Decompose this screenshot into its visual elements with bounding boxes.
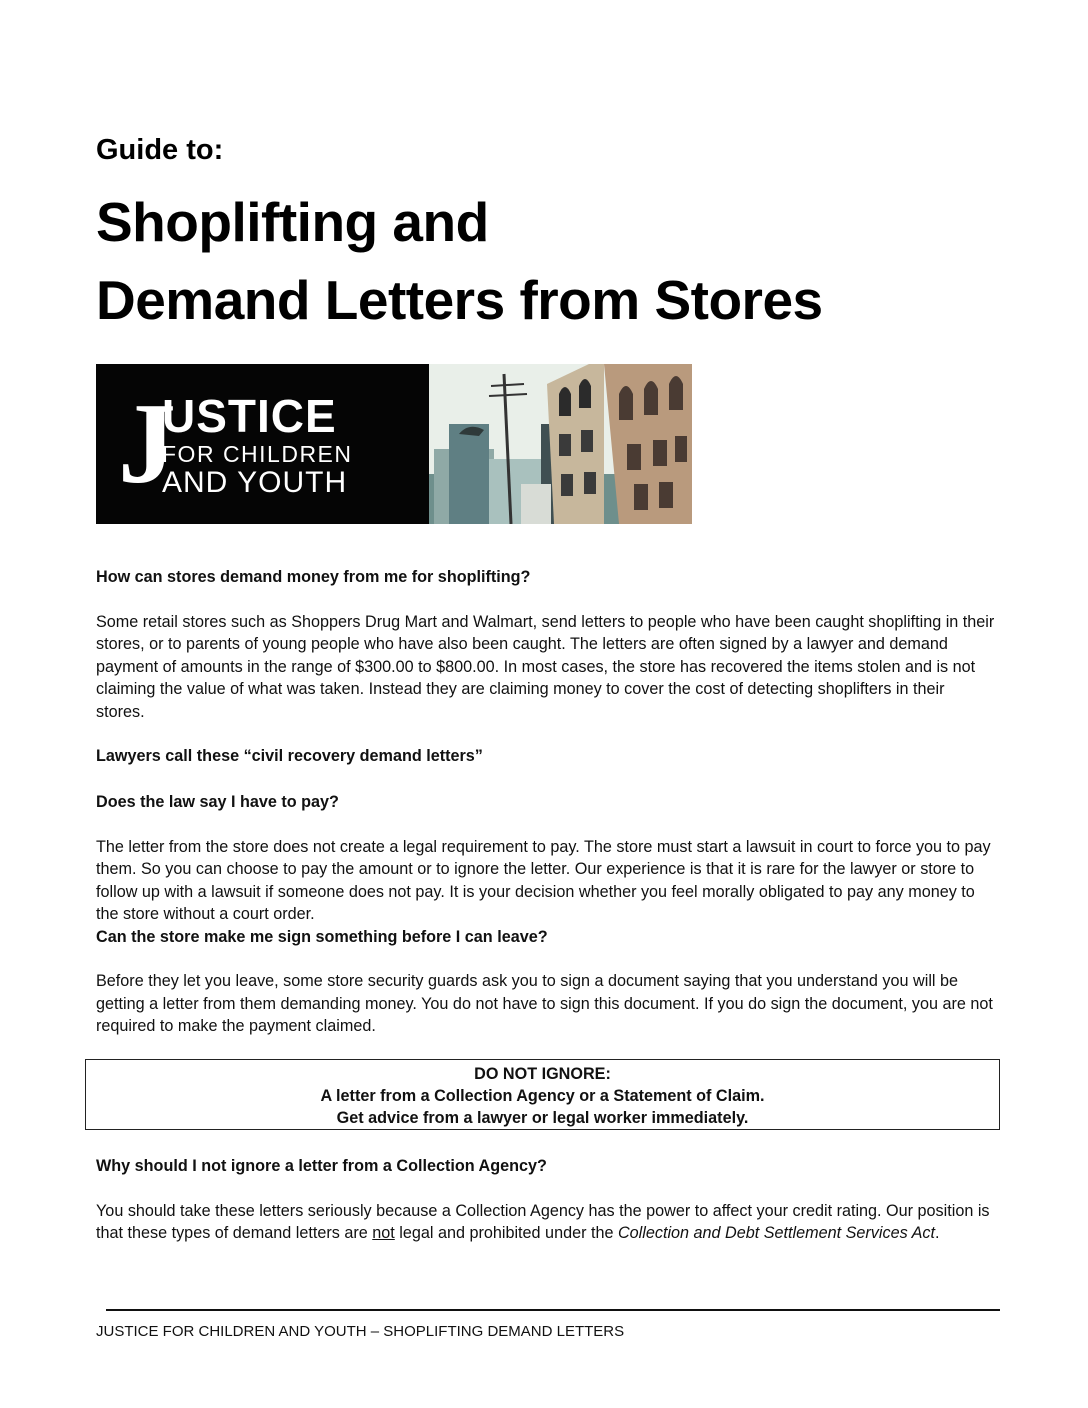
section-paragraph: The letter from the store does not create a legal requirement to pay. The store must start a lawsuit in court to force you to pay them. So you can choose to pay the amount or to ignore the letter. Our experience is that it is rare for the lawyer or store to follow up with a lawsuit if someone does not pay. It is your decision whether you feel morally obligated to pay any money to the store without a court order. bbox=[96, 837, 991, 923]
page-footer: JUSTICE FOR CHILDREN AND YOUTH – SHOPLIFTING DEMAND LETTERS bbox=[96, 1323, 625, 1340]
page-title bbox=[96, 183, 823, 339]
paragraph-text: You should take these letters seriously because a Collection Agency has the power to affect your credit rating. Our position is that these types of demand letters are bbox=[96, 1201, 990, 1242]
organization-logo bbox=[96, 364, 429, 524]
logo-word-and-youth: AND YOUTH bbox=[162, 466, 348, 499]
notice-line-3: Get advice from a lawyer or legal worker immediately. bbox=[336, 1109, 749, 1127]
section-heading: Can the store make me sign something before I can leave? bbox=[96, 927, 548, 946]
organization-banner bbox=[96, 364, 692, 524]
section-civil-recovery bbox=[96, 745, 996, 768]
section-does-law-say-pay bbox=[96, 791, 996, 1038]
section-heading: Does the law say I have to pay? bbox=[96, 793, 339, 811]
guide-kicker: Guide to: bbox=[96, 134, 224, 166]
notice-line-1: DO NOT IGNORE: bbox=[474, 1065, 611, 1083]
title-line-1: Shoplifting and bbox=[96, 191, 489, 253]
section-paragraph: Before they let you leave, some store security guards ask you to sign a document saying that you understand you will be getting a letter from them demanding money. You do not have to sign this document. If you do sign the document, you are not required to make the payment claimed. bbox=[96, 972, 993, 1035]
paragraph-text: legal and prohibited under the bbox=[394, 1224, 618, 1242]
section-paragraph bbox=[96, 1200, 996, 1245]
section-collection-agency bbox=[96, 1155, 996, 1245]
paragraph-end: . bbox=[934, 1224, 940, 1242]
section-heading: Why should I not ignore a letter from a Collection Agency? bbox=[96, 1157, 547, 1175]
emphasis-not: not bbox=[372, 1224, 395, 1242]
do-not-ignore-notice bbox=[85, 1059, 1000, 1130]
logo-letter-j: J bbox=[118, 380, 176, 508]
logo-word-for-children: FOR CHILDREN bbox=[162, 441, 353, 467]
notice-line-2: A letter from a Collection Agency or a Statement of Claim. bbox=[320, 1087, 765, 1105]
title-line-2: Demand Letters from Stores bbox=[96, 269, 823, 331]
city-street-illustration bbox=[429, 364, 692, 524]
section-how-can-stores-demand bbox=[96, 566, 996, 723]
section-paragraph: Some retail stores such as Shoppers Drug Mart and Walmart, send letters to people who have been caught shoplifting in their stores, or to parents of young people who have also been caught. The letters are often signed by a lawyer and demand payment of amounts in the range of $300.00 to $800.00. In most cases, the store has recovered the items stolen and is not claiming the value of what was taken. Instead they are claiming money to cover the cost of detecting shoplifters in their stores. bbox=[96, 612, 995, 721]
section-heading: Lawyers call these “civil recovery demand letters” bbox=[96, 747, 483, 765]
footer-divider bbox=[106, 1309, 1000, 1311]
act-title: Collection and Debt Settlement Services Act bbox=[617, 1224, 935, 1242]
logo-word-justice: USTICE bbox=[162, 390, 337, 442]
section-heading: How can stores demand money from me for shoplifting? bbox=[96, 568, 531, 586]
